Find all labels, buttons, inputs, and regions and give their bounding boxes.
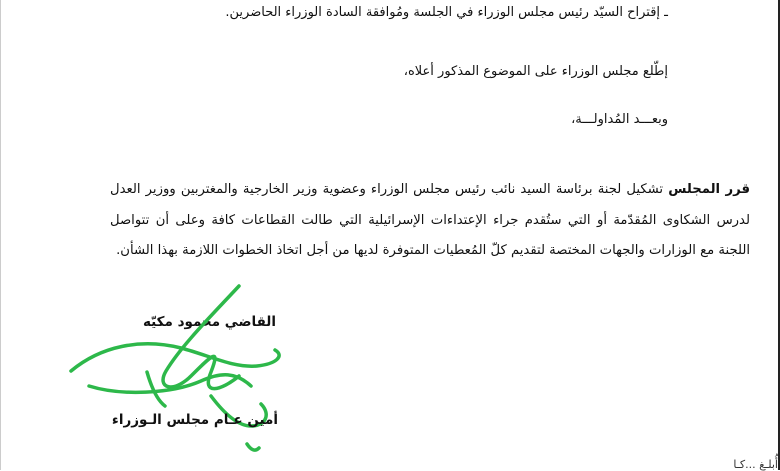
footer-fragment: أُبلـغ ...كـا — [733, 458, 778, 471]
signature-icon — [61, 276, 291, 456]
decision-lead: قرر المجلس — [668, 182, 750, 197]
deliberation-line: وبعـــد المُداولـــة، — [571, 112, 668, 127]
decision-paragraph — [110, 175, 750, 267]
signatory-title: أمين عـام مجلس الـوزراء — [111, 412, 278, 428]
proposal-line: ـ إقتراح السيّد رئيس مجلس الوزراء في الجلسة ومُوافقة السادة الوزراء الحاضرين. — [225, 5, 668, 20]
decision-text: تشكيل لجنة برئاسة السيد نائب رئيس مجلس الوزراء وعضوية وزير الخارجية والمغتربين ووزير العدل لدرس الشكاوى المُقدّمة أو التي ستُقدم جراء الإعتداءات الإسرائيلية التي طالت القطاعات كافة وعلى أن تتواصل اللجنة مع الوزارات والجهات المختصة لتقديم كلّ المُعطيات المتوفرة لديها من أجل اتخاذ الخطوات اللازمة بهذا الشأن. — [110, 182, 750, 258]
signatory-name: القاضي محمود مكيّه — [142, 314, 276, 330]
reviewed-line: إطّلع مجلس الوزراء على الموضوع المذكور أعلاه، — [403, 64, 668, 79]
